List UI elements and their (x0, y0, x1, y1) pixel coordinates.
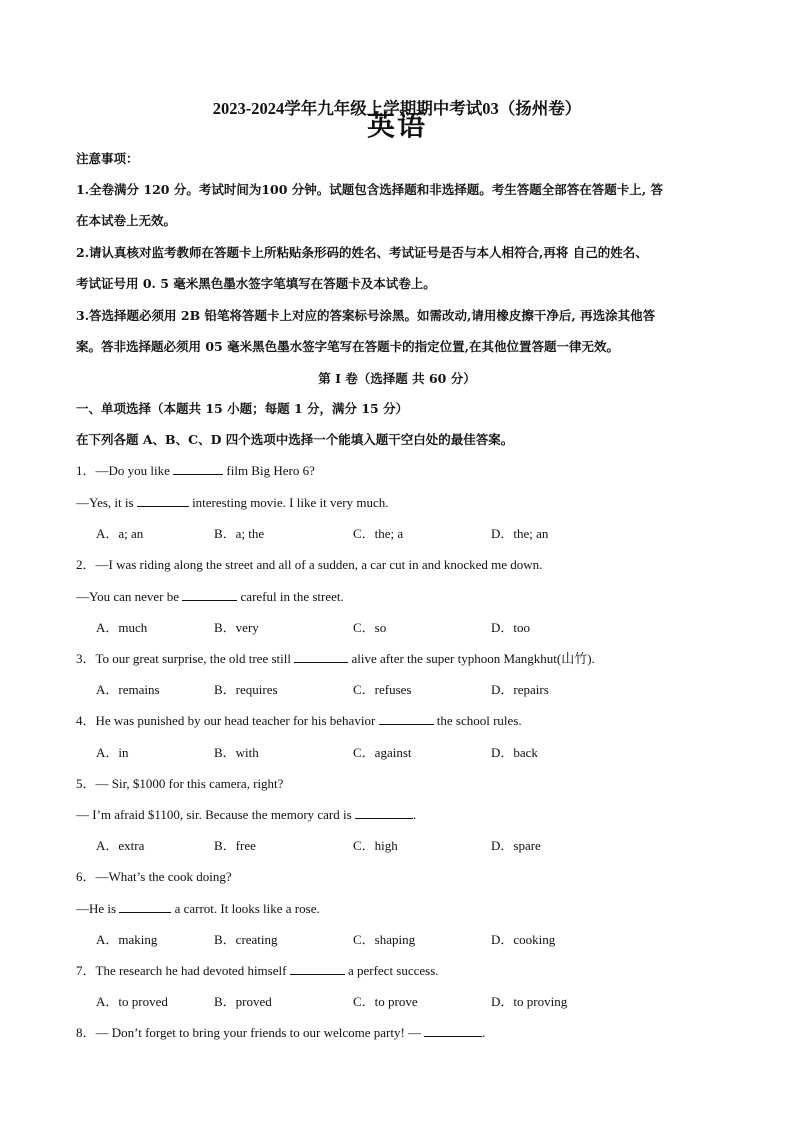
question-stem: 8．— Don’t forget to bring your friends to our welcome party! — . (76, 1025, 486, 1040)
part-heading: 一、单项选择（本题共 15 小题；每题 1 分，满分 15 分） (76, 401, 409, 416)
question-stem: 5．— Sir, $1000 for this camera, right? (76, 776, 284, 791)
option-d: D．to proving (491, 994, 568, 1009)
question-stem: 2．—I was riding along the street and all of a sudden, a car cut in and knocked me down. (76, 557, 543, 572)
question-stem: —You can never be careful in the street. (76, 589, 344, 604)
question-stem: 6．—What’s the cook doing? (76, 869, 232, 884)
option-a: A．in (96, 745, 129, 760)
option-c: C．to prove (353, 994, 418, 1009)
answer-blank (290, 962, 345, 975)
option-a: A．making (96, 932, 158, 947)
question-stem: 3．To our great surprise, the old tree still alive after the super typhoon Mangkhut(山竹). (76, 651, 595, 666)
answer-blank (294, 650, 348, 663)
question-stem: 7．The research he had devoted himself a perfect success. (76, 963, 439, 978)
option-a: A．much (96, 620, 148, 635)
notice-line: 2.请认真核对监考教师在答题卡上所粘贴条形码的姓名、考试证号是否与本人相符合,再将 自己的姓名、 (76, 245, 648, 260)
option-b: B．a; the (214, 526, 265, 541)
option-b: B．very (214, 620, 259, 635)
notice-heading: 注意事项： (76, 151, 139, 166)
option-d: D．spare (491, 838, 541, 853)
option-b: B．creating (214, 932, 278, 947)
question-stem: —Yes, it is interesting movie. I like it very much. (76, 495, 389, 510)
option-c: C．so (353, 620, 387, 635)
notice-line: 考试证号用 0. 5 毫米黑色墨水签字笔填写在答题卡及本试卷上。 (76, 276, 436, 291)
option-b: B．proved (214, 994, 272, 1009)
option-c: C．the; a (353, 526, 404, 541)
option-a: A．remains (96, 682, 160, 697)
option-a: A．a; an (96, 526, 144, 541)
option-a: A．to proved (96, 994, 168, 1009)
option-b: B．requires (214, 682, 278, 697)
question-stem: 1．—Do you like film Big Hero 6? (76, 463, 315, 478)
option-d: D．back (491, 745, 538, 760)
answer-blank (182, 588, 237, 601)
option-c: C．refuses (353, 682, 412, 697)
option-b: B．free (214, 838, 256, 853)
exam-title: 2023-2024学年九年级上学期期中考试03（扬州卷） (212, 99, 582, 118)
question-stem: —He is a carrot. It looks like a rose. (76, 901, 320, 916)
answer-blank (119, 900, 171, 913)
option-c: C．against (353, 745, 412, 760)
answer-blank (137, 494, 189, 507)
answer-blank (379, 712, 434, 725)
answer-blank (173, 462, 223, 475)
section-title: 第 I 卷（选择题 共 60 分） (318, 371, 476, 386)
question-stem: 4．He was punished by our head teacher for his behavior the school rules. (76, 713, 522, 728)
option-a: A．extra (96, 838, 145, 853)
notice-line: 3.答选择题必须用 2B 铅笔将答题卡上对应的答案标号涂黑。如需改动,请用橡皮擦干净后, 再选涂其他答 (76, 308, 656, 323)
subject-heading: 英语 (366, 109, 427, 142)
option-c: C．high (353, 838, 398, 853)
part-instruction: 在下列各题 A、B、C、D 四个选项中选择一个能填入题干空白处的最佳答案。 (76, 432, 514, 447)
option-d: D．too (491, 620, 531, 635)
notice-line: 在本试卷上无效。 (76, 213, 177, 228)
notice-line: 案。答非选择题必须用 05 毫米黑色墨水签字笔写在答题卡的指定位置,在其他位置答题一律无效。 (76, 339, 619, 354)
option-b: B．with (214, 745, 259, 760)
option-d: D．repairs (491, 682, 549, 697)
option-d: D．the; an (491, 526, 549, 541)
answer-blank (355, 806, 413, 819)
option-d: D．cooking (491, 932, 556, 947)
question-stem: — I’m afraid $1100, sir. Because the memory card is . (76, 807, 417, 822)
option-c: C．shaping (353, 932, 416, 947)
answer-blank (424, 1024, 482, 1037)
notice-line: 1.全卷满分 120 分。考试时间为100 分钟。试题包含选择题和非选择题。考生答题全部答在答题卡上, 答 (76, 182, 663, 197)
